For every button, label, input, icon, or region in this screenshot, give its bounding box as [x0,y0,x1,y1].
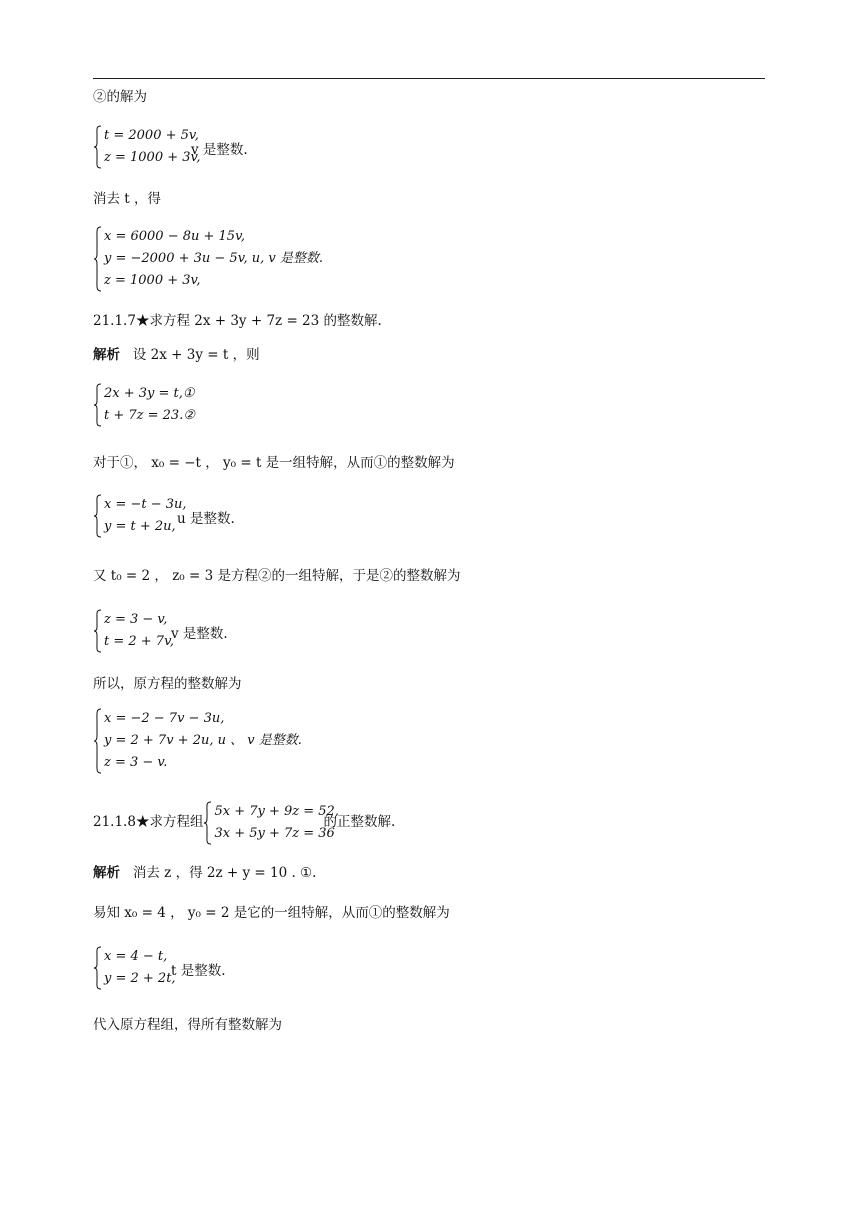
problem-number: 21.1.8★ [93,814,150,830]
problem-21-1-8 [93,800,395,844]
text-line: 代入原方程组，得所有整数解为 [93,1017,282,1033]
text-line: 消去 t ，得 [93,191,162,207]
problem-number: 21.1.7★ [93,313,150,329]
equation-row: x = −t − 3u, [104,497,187,512]
equation-row: z = 1000 + 3v, [104,150,201,165]
solution-line [93,346,260,364]
equation-row: 5x + 7y + 9z = 52, [214,803,339,819]
problem-text: 的正整数解. [323,814,396,830]
equation-note: v 是整数. [191,142,248,158]
equation-row: y = −2000 + 3u − 5v, u, v 是整数. [104,251,324,266]
problem-text: 求方程组 [149,814,204,830]
equation-note: t 是整数. [171,963,226,979]
equation-row: x = 6000 − 8u + 15v, [104,229,246,244]
solution-line [93,864,316,882]
header-rule [93,78,765,79]
equation-row: x = −2 − 7v − 3u, [104,711,225,726]
brace-icon [93,494,102,538]
equation-row: y = 2 + 7v + 2u, u 、 v 是整数. [104,733,302,748]
equation-row: y = t + 2u, [104,519,176,534]
brace-icon [93,383,102,427]
problem-21-1-7 [93,312,382,330]
equation-row: 3x + 5y + 7z = 36 [214,825,335,841]
solution-label: 解析 [93,865,120,881]
solution-text: 消去 z ，得 2z + y = 10 . ①. [132,865,317,881]
text-line: 易知 x₀ = 4 ， y₀ = 2 是它的一组特解，从而①的整数解为 [93,905,450,921]
equation-system [203,801,339,845]
problem-text: 求方程 2x + 3y + 7z = 23 的整数解. [149,313,382,329]
text-line: ②的解为 [93,89,147,105]
solution-text: 设 2x + 3y = t ，则 [132,347,260,363]
text-line: 所以，原方程的整数解为 [93,676,242,692]
equation-row: 2x + 3y = t,① [104,386,195,401]
equation-row: t + 7z = 23.② [104,408,195,423]
equation-row: x = 4 − t, [104,949,168,964]
brace-icon [93,946,102,990]
brace-icon [93,708,102,774]
equation-row: t = 2000 + 5v, [104,128,199,143]
brace-icon [203,801,212,845]
equation-note: u 是整数. [177,511,235,527]
equation-row: y = 2 + 2t, [104,971,176,986]
equation-row: z = 1000 + 3v, [104,273,201,288]
equation-row: z = 3 − v, [104,612,168,627]
brace-icon [93,226,102,292]
text-line: 对于①， x₀ = −t ， y₀ = t 是一组特解，从而①的整数解为 [93,455,455,471]
brace-icon [93,609,102,653]
equation-row: z = 3 − v. [104,755,168,770]
equation-row: t = 2 + 7v, [104,634,175,649]
brace-icon [93,125,102,169]
solution-label: 解析 [93,347,120,363]
text-line: 又 t₀ = 2 ， z₀ = 3 是方程②的一组特解，于是②的整数解为 [93,568,461,584]
equation-note: v 是整数. [171,626,228,642]
